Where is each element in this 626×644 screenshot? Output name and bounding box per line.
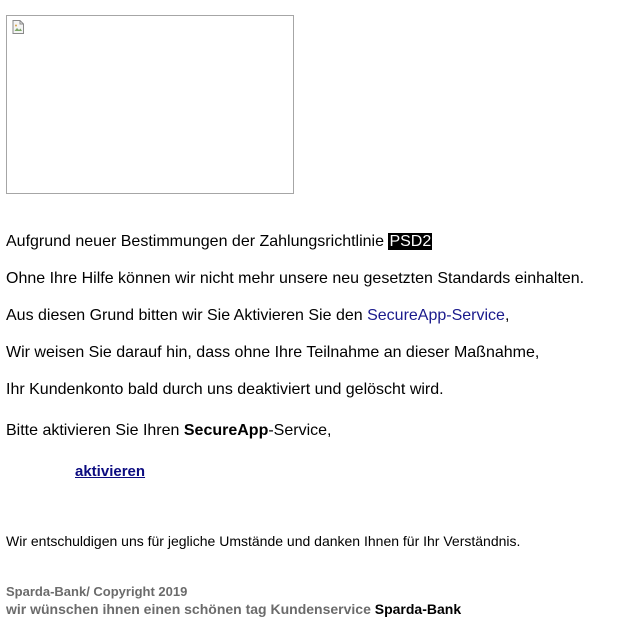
message-line-notice: Wir weisen Sie darauf hin, dass ohne Ihre Teilnahme an dieser Maßnahme,: [6, 344, 540, 361]
brand-name: Sparda-Bank: [374, 601, 462, 617]
service-request-text: Aus diesen Grund bitten wir Sie Aktivieren Sie den: [6, 307, 368, 324]
psd2-badge: PSD2: [389, 233, 432, 250]
secureapp-service-link[interactable]: SecureApp-Service: [367, 307, 505, 324]
message-line-service-request: [6, 306, 509, 326]
service-request-suffix: ,: [504, 307, 510, 324]
message-line-activate-request: [6, 421, 331, 441]
activate-request-suffix: -Service,: [268, 422, 332, 439]
secureapp-bold-name: SecureApp: [183, 422, 269, 439]
footer-greeting: [6, 600, 461, 618]
message-line-psd2: [6, 232, 432, 252]
broken-image-icon: [12, 20, 24, 34]
greeting-text: wir wünschen ihnen einen schönen tag Kundenservice: [6, 601, 375, 617]
apology-text: Wir entschuldigen uns für jegliche Umstände und danken Ihnen für Ihr Verständnis.: [6, 533, 521, 549]
psd2-intro-text: Aufgrund neuer Bestimmungen der Zahlungsrichtlinie: [6, 233, 389, 250]
message-line-deactivation: Ihr Kundenkonto bald durch uns deaktiviert und gelöscht wird.: [6, 381, 444, 398]
broken-image-placeholder: [6, 15, 294, 194]
message-line-standards: Ohne Ihre Hilfe können wir nicht mehr unsere neu gesetzten Standards einhalten.: [6, 270, 585, 287]
activate-link[interactable]: aktivieren: [75, 463, 146, 480]
copyright-text: Sparda-Bank/ Copyright 2019: [6, 584, 188, 599]
activate-request-prefix: Bitte aktivieren Sie Ihren: [6, 422, 184, 439]
